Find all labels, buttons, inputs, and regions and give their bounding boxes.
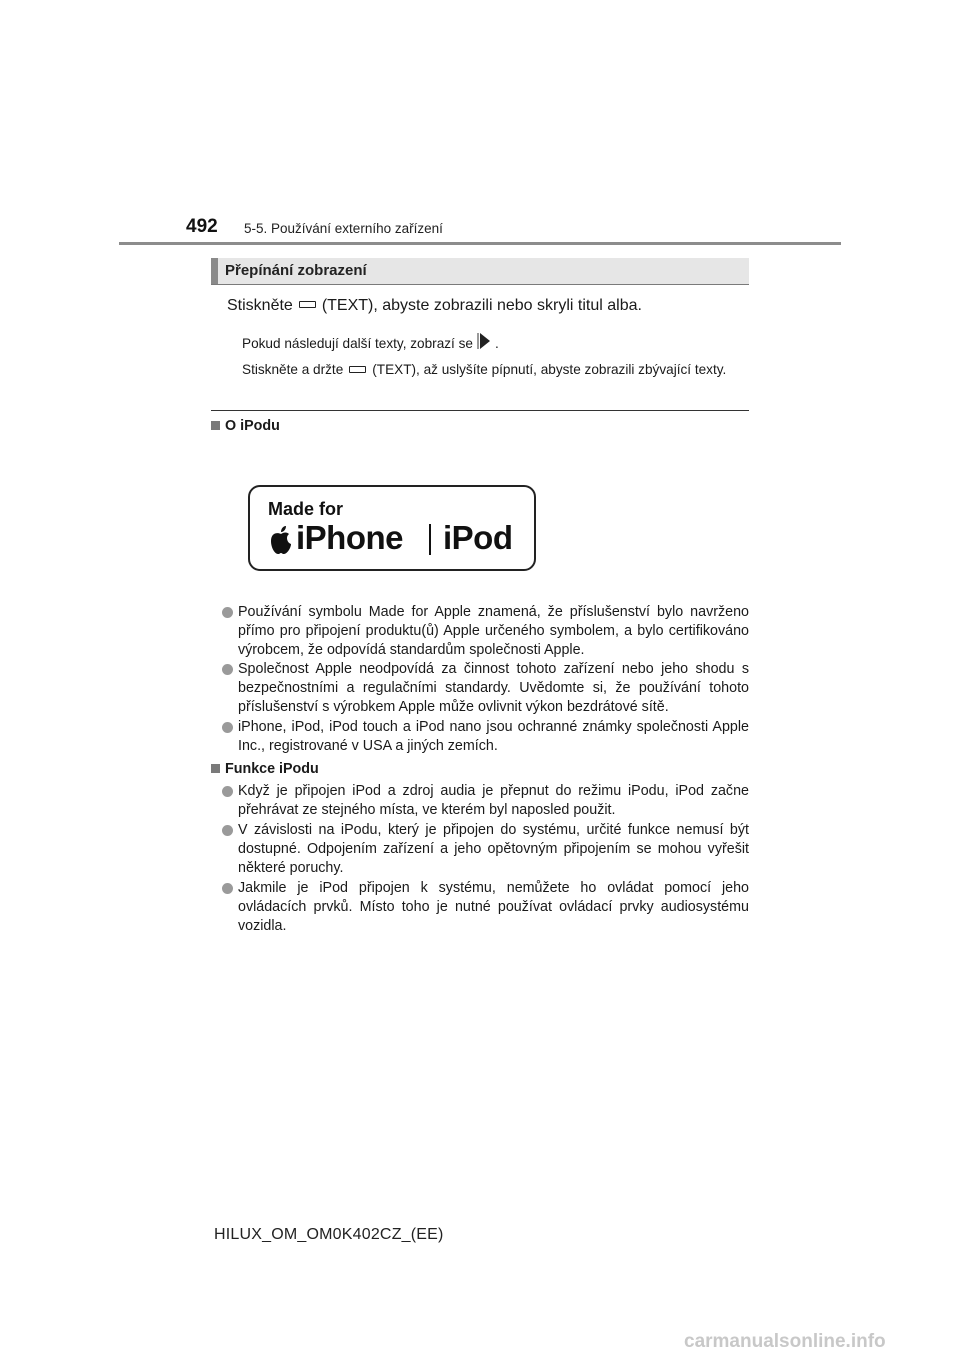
list-item-text: Jakmile je iPod připojen k systému, nemůžete ho ovládat pomocí jeho ovládacích prvků. Místo toho je nutné používat ovládací prvky audiosystému vozidla. bbox=[238, 880, 749, 934]
list-item-text: Společnost Apple neodpovídá za činnost tohoto zařízení nebo jeho shodu s bezpečnostními a regulačními standardy. Uvědomte si, že používání tohoto příslušenství s výrobkem Apple může ovlivnit výkon bezdrátové sítě. bbox=[238, 661, 749, 715]
page-number: 492 bbox=[186, 216, 218, 237]
list-item bbox=[222, 821, 749, 878]
list-item bbox=[222, 782, 749, 820]
more-text-arrow-icon bbox=[477, 332, 491, 355]
bullet-dot-icon bbox=[222, 825, 233, 836]
badge-made-for: Made for bbox=[268, 499, 344, 519]
note-hold-text bbox=[242, 361, 749, 379]
note2-pre: Stiskněte a držte bbox=[242, 362, 344, 377]
about-heading bbox=[211, 418, 280, 434]
square-bullet-icon bbox=[211, 764, 220, 773]
note-more-text bbox=[242, 332, 749, 357]
text-button-icon bbox=[299, 301, 316, 308]
bullet-dot-icon bbox=[222, 664, 233, 675]
apple-logo-icon bbox=[268, 525, 294, 560]
list-item-text: Když je připojen iPod a zdroj audia je přepnut do režimu iPodu, iPod začne přehrávat ze stejného místa, ve kterém byl naposled použit. bbox=[238, 783, 749, 818]
about-heading-text: O iPodu bbox=[225, 418, 280, 434]
header-rule bbox=[119, 242, 841, 245]
instruction-post: (TEXT), abyste zobrazili nebo skryli titul alba. bbox=[321, 297, 642, 314]
list-item-text: Používání symbolu Made for Apple znamená, že příslušenství bylo navrženo přímo pro připojení produktu(ů) Apple určeného symbolem, a bylo certifikováno výrobcem, že odpovídá standardům společnosti Apple. bbox=[238, 604, 749, 658]
section-heading-title: Přepínání zobrazení bbox=[225, 262, 367, 279]
note2-post: (TEXT), až uslyšíte pípnutí, abyste zobrazili zbývající texty. bbox=[372, 362, 727, 377]
section-heading-bar bbox=[211, 258, 218, 284]
list-item-text: V závislosti na iPodu, který je připojen do systému, určité funkce nemusí být dostupné. Odpojením zařízení a jeho opětovným připojením se mohou vyřešit některé poruchy. bbox=[238, 822, 749, 876]
section-heading-box bbox=[211, 258, 749, 285]
functions-heading-text: Funkce iPodu bbox=[225, 761, 319, 777]
text-button-icon bbox=[349, 366, 366, 373]
bullet-dot-icon bbox=[222, 786, 233, 797]
bullet-dot-icon bbox=[222, 722, 233, 733]
note1-pre: Pokud následují další texty, zobrazí se bbox=[242, 336, 473, 352]
bullet-dot-icon bbox=[222, 607, 233, 618]
made-for-iphone-ipod-badge bbox=[248, 485, 536, 571]
list-item-text: iPhone, iPod, iPod touch a iPod nano jsou ochranné známky společnosti Apple Inc., registrované v USA a jiných zemích. bbox=[238, 719, 749, 754]
list-item bbox=[222, 718, 749, 756]
divider bbox=[211, 410, 749, 411]
footer-code: HILUX_OM_OM0K402CZ_(EE) bbox=[214, 1226, 444, 1243]
watermark: carmanualsonline.info bbox=[684, 1331, 886, 1352]
bullet-dot-icon bbox=[222, 883, 233, 894]
badge-iphone: iPhone bbox=[296, 519, 404, 556]
list-item bbox=[222, 660, 749, 717]
instruction-pre: Stiskněte bbox=[227, 297, 293, 314]
badge-ipod: iPod bbox=[443, 519, 513, 556]
list-item bbox=[222, 603, 749, 660]
instruction-line bbox=[227, 296, 749, 316]
badge-separator bbox=[429, 524, 431, 555]
note1-post: . bbox=[494, 336, 499, 352]
functions-heading bbox=[211, 761, 319, 777]
section-title: 5-5. Používání externího zařízení bbox=[244, 221, 443, 236]
list-item bbox=[222, 879, 749, 936]
square-bullet-icon bbox=[211, 421, 220, 430]
